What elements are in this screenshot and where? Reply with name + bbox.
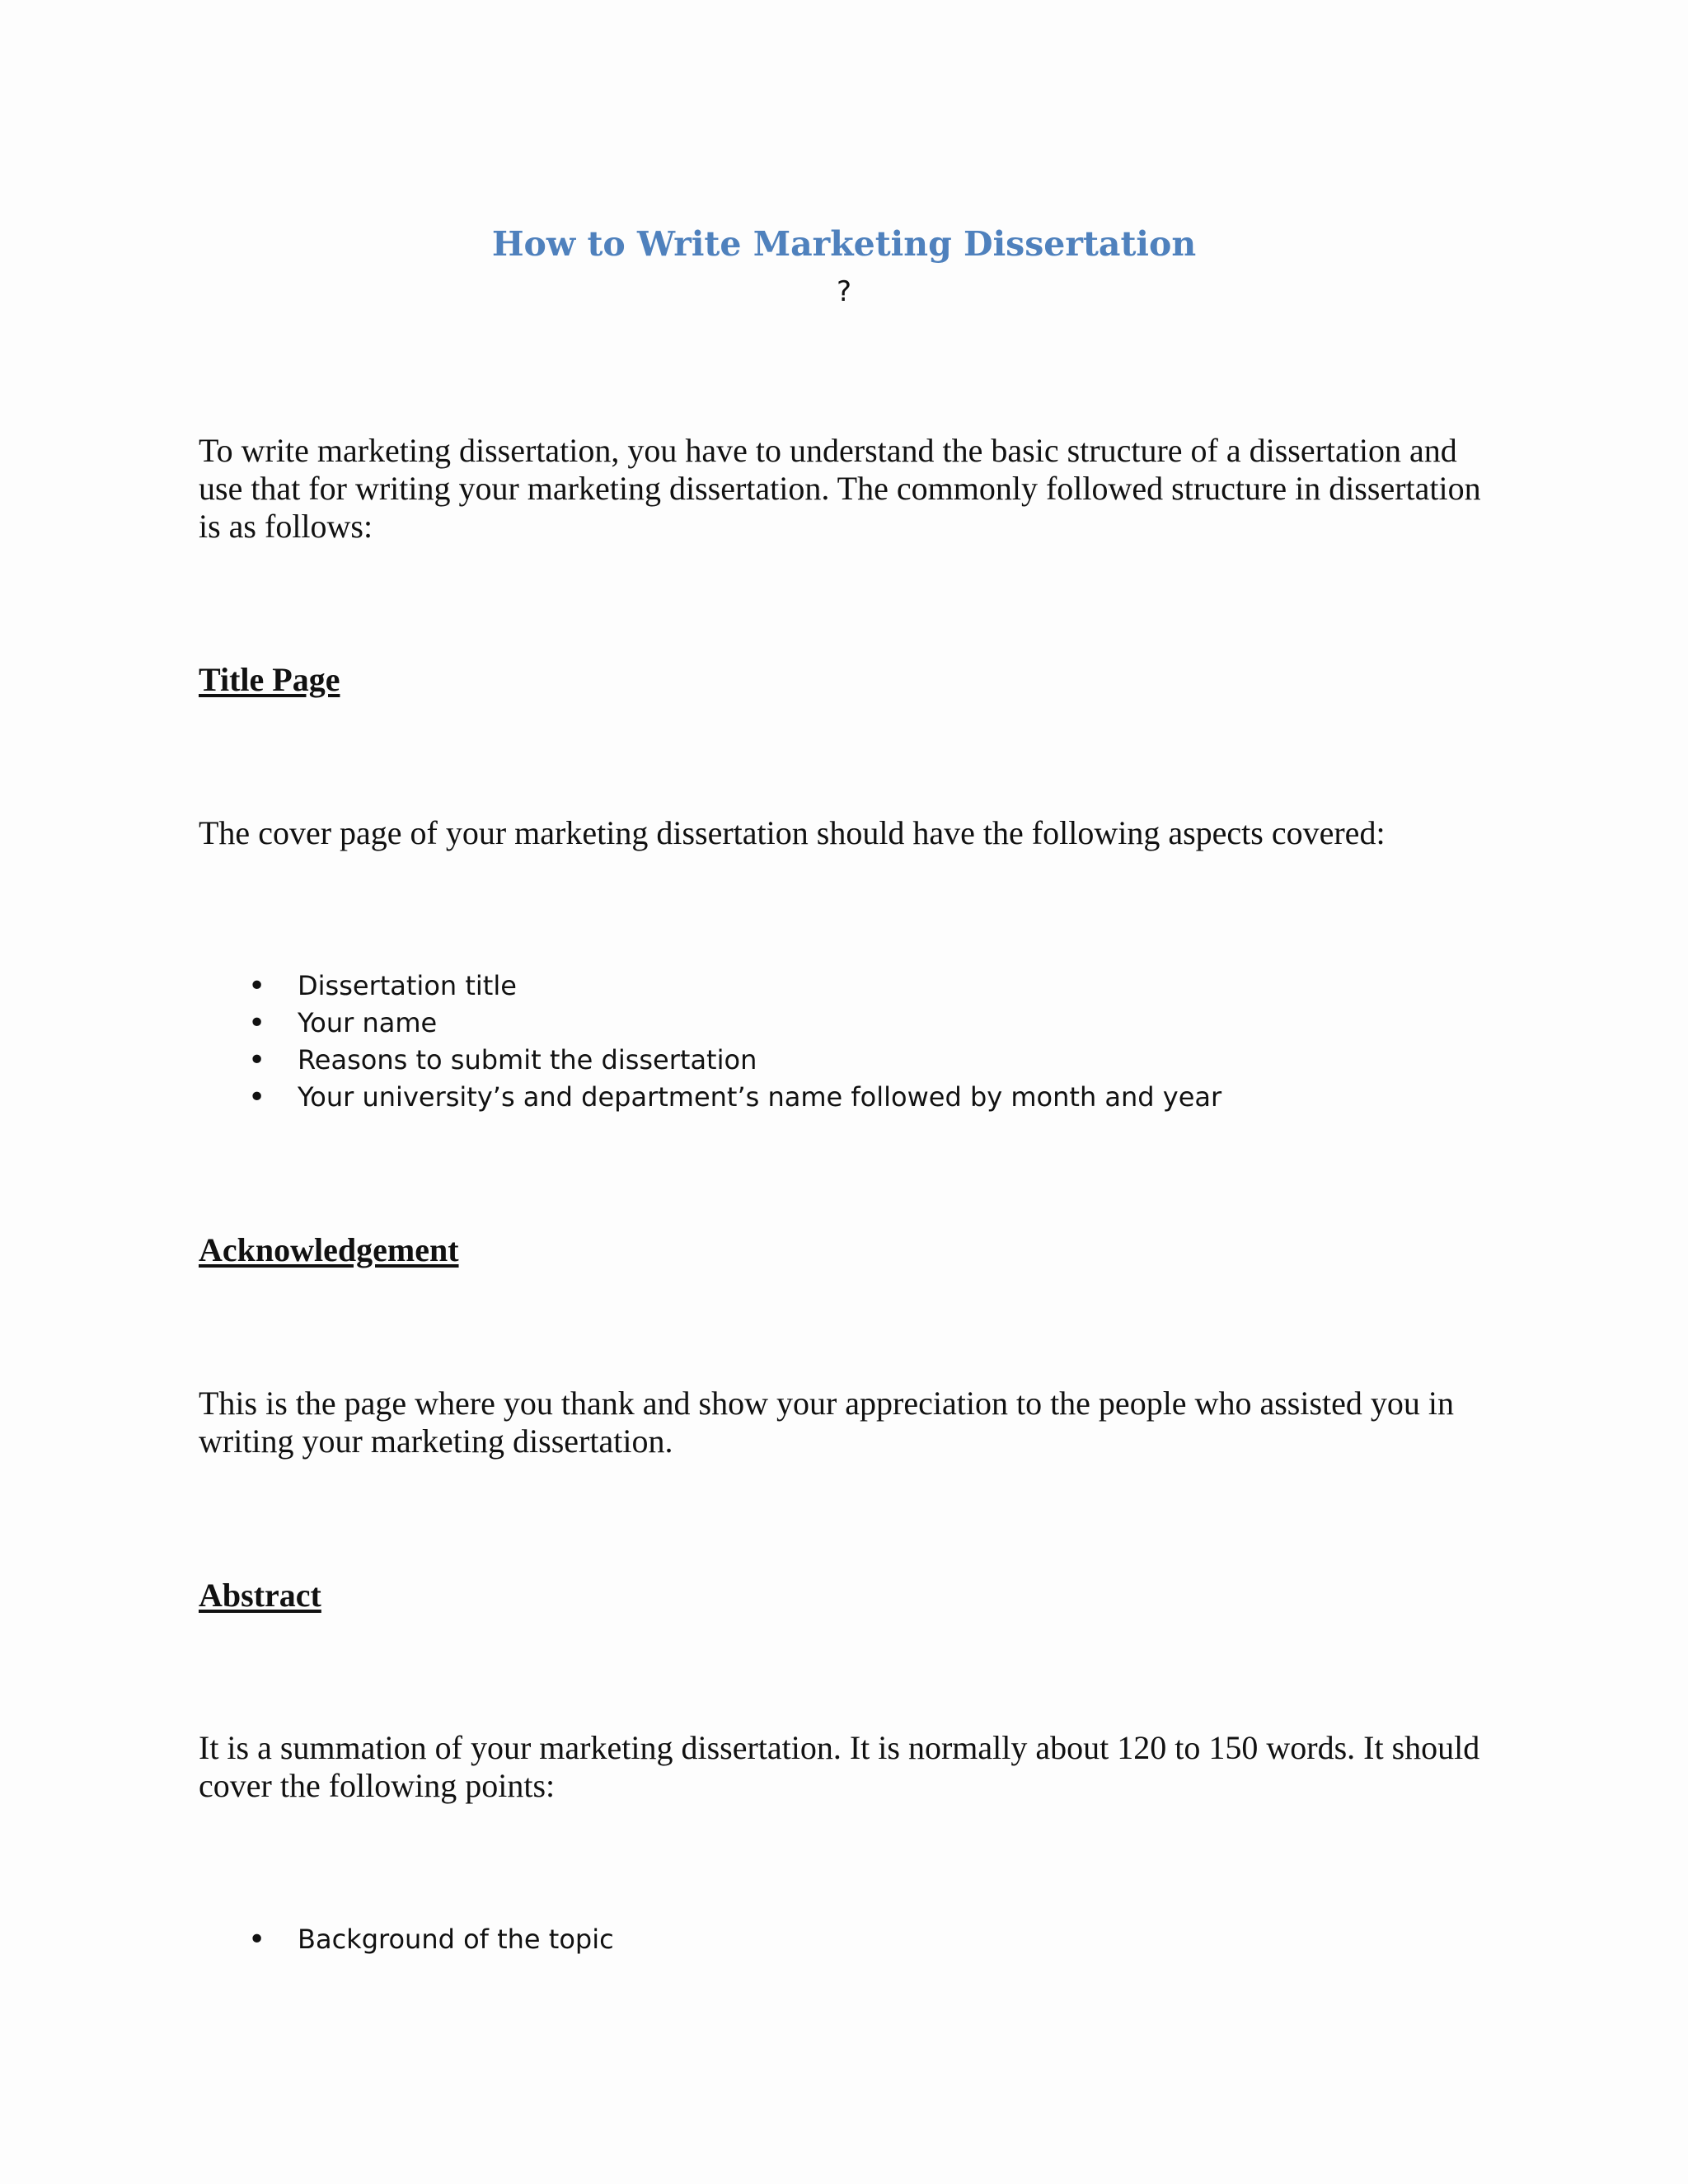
acknowledgement-paragraph: This is the page where you thank and show your appreciation to the people who assisted you in writing your marketing dissertation. [199,1385,1454,1460]
title-page-paragraph: The cover page of your marketing dissertation should have the following aspects covered: [199,814,1386,851]
bullet-icon: • [248,1923,266,1957]
list-item-text: Dissertation title [298,970,517,1001]
document-title: How to Write Marketing Dissertation [491,224,1197,264]
list-item-text: Background of the topic [298,1924,614,1955]
heading-title-page: Title Page [199,661,340,698]
title-page-bullet-list [199,968,1517,1116]
heading-acknowledgement: Acknowledgement [199,1231,459,1268]
bullet-icon: • [248,969,266,1003]
list-item [199,1042,1517,1079]
list-item-text: Reasons to submit the dissertation [298,1044,757,1076]
list-item [199,1921,1517,1958]
bullet-icon: • [248,1043,266,1077]
bullet-icon: • [248,1006,266,1040]
list-item [199,968,1517,1005]
title-question-mark: ? [836,275,852,308]
bullet-icon: • [248,1080,266,1114]
list-item-text: Your university’s and department’s name followed by month and year [298,1081,1222,1113]
heading-abstract: Abstract [199,1577,321,1614]
list-item [199,1005,1517,1042]
abstract-bullet-list [199,1921,1517,1958]
intro-paragraph: To write marketing dissertation, you have to understand the basic structure of a dissertation and use that for writing your marketing dissertation. The commonly followed structure in dissertation is as follows: [199,432,1481,545]
list-item-text: Your name [298,1007,438,1038]
list-item [199,1079,1517,1116]
abstract-paragraph: It is a summation of your marketing dissertation. It is normally about 120 to 150 words. It should cover the following points: [199,1729,1480,1804]
